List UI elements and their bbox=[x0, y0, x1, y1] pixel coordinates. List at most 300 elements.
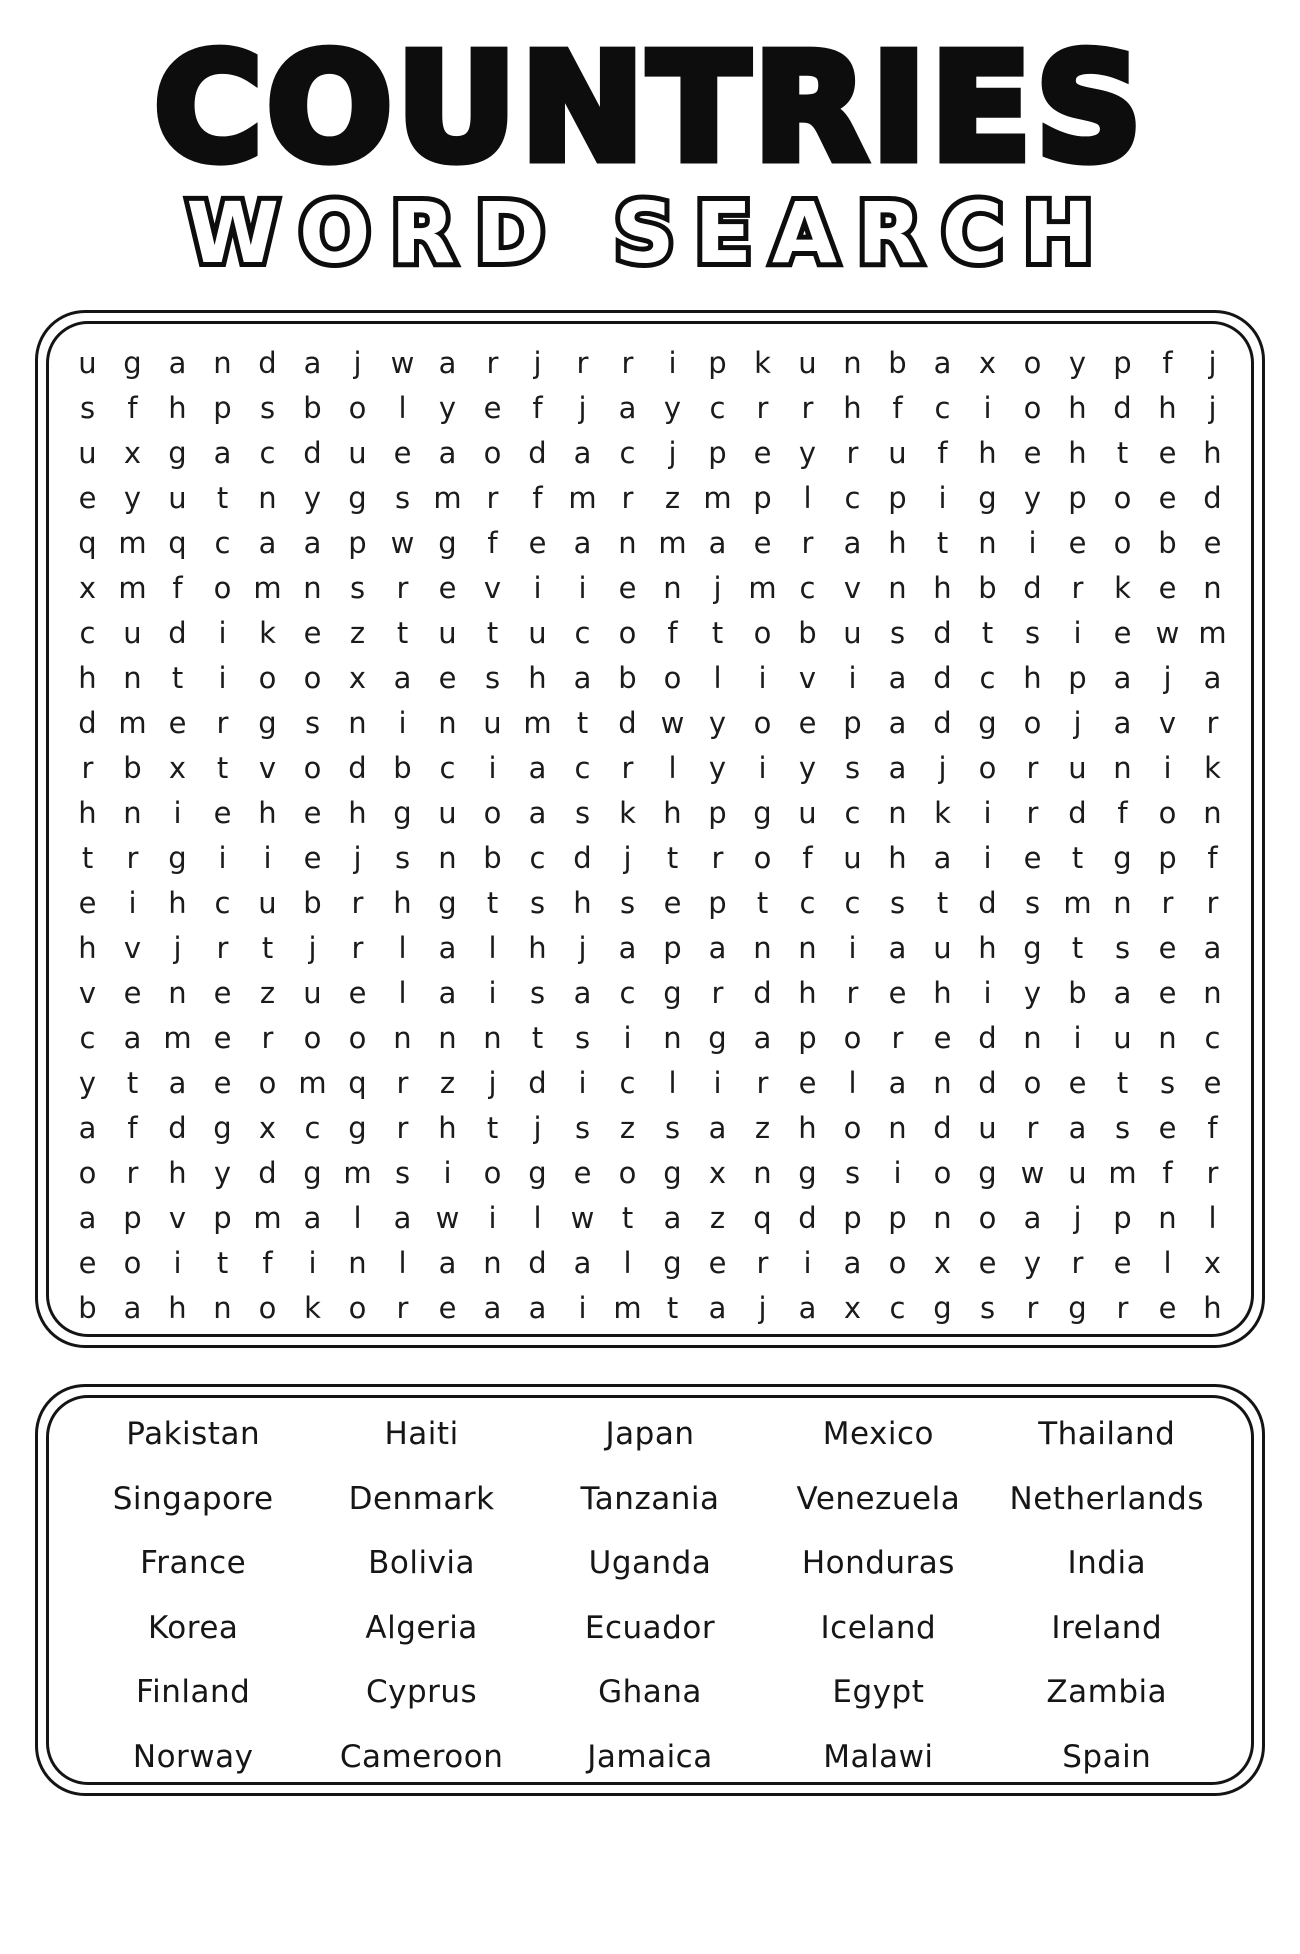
grid-letter: a bbox=[663, 1201, 682, 1235]
grid-letter: o bbox=[1023, 1066, 1042, 1100]
word-list-item: Algeria bbox=[365, 1609, 478, 1646]
grid-letter: y bbox=[1023, 1246, 1042, 1280]
grid-letter: a bbox=[798, 1291, 817, 1325]
word-list-item: India bbox=[1067, 1545, 1147, 1582]
grid-letter: x bbox=[78, 571, 97, 605]
grid-letter: u bbox=[843, 841, 862, 875]
grid-letter: w bbox=[390, 346, 415, 380]
grid-letter: u bbox=[798, 346, 817, 380]
grid-letter: a bbox=[573, 661, 592, 695]
grid-letter: j bbox=[623, 841, 632, 875]
grid-letter: i bbox=[218, 661, 227, 695]
grid-letter: o bbox=[303, 661, 322, 695]
grid-letter: f bbox=[937, 436, 948, 470]
grid-letter: y bbox=[438, 391, 457, 425]
grid-letter: t bbox=[486, 1111, 499, 1145]
grid-letter: v bbox=[1158, 706, 1177, 740]
grid-letter: h bbox=[393, 886, 412, 920]
grid-letter: s bbox=[889, 616, 906, 650]
grid-letter: a bbox=[843, 1246, 862, 1280]
grid-letter: e bbox=[1068, 526, 1087, 560]
grid-letter: h bbox=[1023, 661, 1042, 695]
grid-letter: n bbox=[1203, 976, 1222, 1010]
grid-letter: g bbox=[303, 1156, 322, 1190]
grid-letter: f bbox=[1162, 1156, 1173, 1190]
grid-letter: o bbox=[888, 1246, 907, 1280]
grid-letter: d bbox=[753, 976, 772, 1010]
grid-letter: k bbox=[259, 616, 276, 650]
grid-letter: a bbox=[843, 526, 862, 560]
grid-letter: h bbox=[528, 661, 547, 695]
grid-letter: b bbox=[618, 661, 637, 695]
grid-letter: d bbox=[528, 436, 547, 470]
grid-letter: v bbox=[78, 976, 97, 1010]
grid-letter: r bbox=[396, 571, 409, 605]
grid-letter: e bbox=[798, 1066, 817, 1100]
word-list-item: Tanzania bbox=[580, 1480, 720, 1517]
grid-letter: k bbox=[1204, 751, 1221, 785]
grid-letter: a bbox=[123, 1021, 142, 1055]
grid-letter: r bbox=[711, 976, 724, 1010]
grid-letter: h bbox=[888, 841, 907, 875]
grid-letter: a bbox=[888, 661, 907, 695]
grid-letter: t bbox=[531, 1021, 544, 1055]
grid-letter: u bbox=[123, 616, 142, 650]
grid-letter: i bbox=[803, 1246, 812, 1280]
grid-letter: h bbox=[933, 976, 952, 1010]
grid-letter: d bbox=[933, 661, 952, 695]
grid-letter: h bbox=[168, 886, 187, 920]
grid-letter: d bbox=[933, 1111, 952, 1145]
grid-letter: u bbox=[843, 616, 862, 650]
grid-letter: b bbox=[303, 886, 322, 920]
grid-letter: s bbox=[394, 481, 411, 515]
grid-letter: i bbox=[128, 886, 137, 920]
grid-letter: o bbox=[753, 616, 772, 650]
word-list-item: Ghana bbox=[598, 1674, 702, 1711]
word-list bbox=[49, 1398, 1251, 1782]
word-list-item: Cameroon bbox=[339, 1738, 504, 1775]
grid-letter: h bbox=[348, 796, 367, 830]
grid-letter: j bbox=[1208, 346, 1217, 380]
grid-letter: m bbox=[613, 1291, 642, 1325]
grid-letter: i bbox=[488, 751, 497, 785]
grid-letter: s bbox=[619, 886, 636, 920]
grid-letter: n bbox=[888, 1111, 907, 1145]
grid-letter: g bbox=[753, 796, 772, 830]
grid-letter: u bbox=[438, 616, 457, 650]
grid-letter: o bbox=[303, 1021, 322, 1055]
grid-letter: e bbox=[1158, 976, 1177, 1010]
grid-letter: n bbox=[798, 931, 817, 965]
grid-letter: o bbox=[348, 1021, 367, 1055]
grid-letter: r bbox=[1206, 886, 1219, 920]
grid-letter: e bbox=[708, 1246, 727, 1280]
puzzle-grid-frame-inner bbox=[46, 321, 1254, 1337]
grid-letter: e bbox=[78, 886, 97, 920]
grid-letter: y bbox=[1023, 481, 1042, 515]
word-list-item: Mexico bbox=[822, 1416, 935, 1453]
grid-letter: c bbox=[844, 481, 861, 515]
grid-letter: o bbox=[258, 1066, 277, 1100]
grid-letter: f bbox=[1162, 346, 1173, 380]
grid-letter: s bbox=[889, 886, 906, 920]
grid-letter: e bbox=[753, 436, 772, 470]
grid-letter: h bbox=[978, 931, 997, 965]
grid-letter: s bbox=[664, 1111, 681, 1145]
grid-letter: r bbox=[756, 1066, 769, 1100]
grid-letter: j bbox=[308, 931, 317, 965]
grid-letter: t bbox=[216, 751, 229, 785]
grid-letter: m bbox=[298, 1066, 327, 1100]
grid-letter: u bbox=[258, 886, 277, 920]
grid-letter: k bbox=[754, 346, 771, 380]
grid-letter: p bbox=[708, 796, 727, 830]
grid-letter: a bbox=[618, 931, 637, 965]
grid-letter: e bbox=[978, 1246, 997, 1280]
grid-letter: r bbox=[1026, 1111, 1039, 1145]
word-list-item: Cyprus bbox=[365, 1674, 478, 1711]
grid-letter: b bbox=[1068, 976, 1087, 1010]
grid-letter: a bbox=[573, 436, 592, 470]
grid-letter: p bbox=[1158, 841, 1177, 875]
grid-letter: a bbox=[258, 526, 277, 560]
grid-letter: e bbox=[213, 976, 232, 1010]
grid-letter: s bbox=[1024, 886, 1041, 920]
grid-letter: s bbox=[349, 571, 366, 605]
grid-letter: d bbox=[528, 1066, 547, 1100]
word-list-item: Ecuador bbox=[584, 1609, 716, 1646]
grid-letter: h bbox=[258, 796, 277, 830]
grid-letter: t bbox=[261, 931, 274, 965]
grid-letter: z bbox=[259, 976, 276, 1010]
grid-letter: x bbox=[168, 751, 187, 785]
grid-letter: e bbox=[438, 571, 457, 605]
grid-letter: d bbox=[1203, 481, 1222, 515]
grid-letter: s bbox=[574, 1111, 591, 1145]
grid-letter: d bbox=[258, 346, 277, 380]
grid-letter: e bbox=[213, 1021, 232, 1055]
grid-letter: f bbox=[667, 616, 678, 650]
grid-letter: o bbox=[753, 706, 772, 740]
grid-letter: a bbox=[573, 976, 592, 1010]
word-list-item: Zambia bbox=[1046, 1674, 1168, 1711]
grid-letter: a bbox=[708, 526, 727, 560]
grid-letter: r bbox=[1026, 751, 1039, 785]
grid-letter: g bbox=[348, 1111, 367, 1145]
grid-letter: r bbox=[1026, 1291, 1039, 1325]
grid-letter: v bbox=[168, 1201, 187, 1235]
grid-letter: j bbox=[758, 1291, 767, 1325]
grid-letter: f bbox=[1207, 1111, 1218, 1145]
grid-letter: r bbox=[621, 481, 634, 515]
grid-letter: a bbox=[303, 346, 322, 380]
grid-letter: t bbox=[1116, 1066, 1129, 1100]
word-list-item: Pakistan bbox=[126, 1416, 261, 1453]
grid-letter: c bbox=[844, 796, 861, 830]
grid-letter: f bbox=[262, 1246, 273, 1280]
grid-letter: t bbox=[486, 886, 499, 920]
grid-letter: n bbox=[483, 1246, 502, 1280]
word-list-item: Bolivia bbox=[368, 1545, 476, 1582]
grid-letter: x bbox=[258, 1111, 277, 1145]
grid-letter: g bbox=[708, 1021, 727, 1055]
grid-letter: g bbox=[528, 1156, 547, 1190]
grid-letter: o bbox=[663, 661, 682, 695]
grid-letter: m bbox=[118, 571, 147, 605]
grid-letter: f bbox=[127, 391, 138, 425]
grid-letter: d bbox=[528, 1246, 547, 1280]
grid-letter: c bbox=[889, 1291, 906, 1325]
grid-letter: o bbox=[258, 661, 277, 695]
grid-letter: d bbox=[258, 1156, 277, 1190]
grid-letter: s bbox=[844, 751, 861, 785]
grid-letter: h bbox=[933, 571, 952, 605]
grid-letter: n bbox=[888, 796, 907, 830]
grid-letter: i bbox=[443, 1156, 452, 1190]
grid-letter: d bbox=[573, 841, 592, 875]
grid-letter: y bbox=[123, 481, 142, 515]
grid-letter: c bbox=[619, 436, 636, 470]
grid-letter: u bbox=[933, 931, 952, 965]
grid-letter: r bbox=[216, 706, 229, 740]
grid-letter: h bbox=[1203, 1291, 1222, 1325]
grid-letter: t bbox=[396, 616, 409, 650]
grid-letter: d bbox=[168, 1111, 187, 1145]
grid-letter: e bbox=[438, 661, 457, 695]
grid-letter: p bbox=[708, 346, 727, 380]
grid-letter: o bbox=[1023, 706, 1042, 740]
grid-letter: f bbox=[1207, 841, 1218, 875]
grid-letter: e bbox=[1158, 1111, 1177, 1145]
grid-letter: e bbox=[1158, 481, 1177, 515]
word-list-item: Netherlands bbox=[1009, 1480, 1205, 1517]
grid-letter: d bbox=[1068, 796, 1087, 830]
grid-letter: p bbox=[213, 391, 232, 425]
grid-letter: j bbox=[668, 436, 677, 470]
grid-letter: z bbox=[754, 1111, 771, 1145]
grid-letter: r bbox=[1071, 1246, 1084, 1280]
grid-letter: n bbox=[1023, 1021, 1042, 1055]
word-list-item: Thailand bbox=[1038, 1416, 1176, 1453]
grid-letter: y bbox=[708, 706, 727, 740]
grid-letter: d bbox=[1023, 571, 1042, 605]
grid-letter: s bbox=[1114, 931, 1131, 965]
grid-letter: y bbox=[303, 481, 322, 515]
grid-letter: i bbox=[533, 571, 542, 605]
grid-letter: n bbox=[663, 571, 682, 605]
grid-letter: r bbox=[396, 1111, 409, 1145]
grid-letter: l bbox=[533, 1201, 542, 1235]
grid-letter: t bbox=[936, 886, 949, 920]
word-list-item: Malawi bbox=[823, 1738, 934, 1775]
grid-letter: c bbox=[259, 436, 276, 470]
grid-letter: h bbox=[78, 796, 97, 830]
grid-letter: r bbox=[81, 751, 94, 785]
word-list-item: France bbox=[140, 1545, 247, 1582]
grid-letter: x bbox=[933, 1246, 952, 1280]
grid-letter: m bbox=[1063, 886, 1092, 920]
grid-letter: g bbox=[123, 346, 142, 380]
grid-letter: h bbox=[1068, 391, 1087, 425]
grid-letter: a bbox=[483, 1291, 502, 1325]
word-list-item: Ireland bbox=[1051, 1609, 1163, 1646]
grid-letter: j bbox=[353, 841, 362, 875]
grid-letter: u bbox=[798, 796, 817, 830]
grid-letter: e bbox=[573, 1156, 592, 1190]
grid-letter: s bbox=[529, 886, 546, 920]
grid-letter: j bbox=[173, 931, 182, 965]
grid-letter: j bbox=[713, 571, 722, 605]
grid-letter: c bbox=[304, 1111, 321, 1145]
grid-letter: g bbox=[258, 706, 277, 740]
grid-letter: r bbox=[1071, 571, 1084, 605]
grid-letter: a bbox=[573, 1246, 592, 1280]
grid-letter: i bbox=[713, 1066, 722, 1100]
grid-letter: c bbox=[619, 976, 636, 1010]
grid-letter: h bbox=[528, 931, 547, 965]
page-subtitle: WORD SEARCH WORD SEARCH bbox=[186, 184, 1113, 282]
grid-letter: a bbox=[438, 931, 457, 965]
grid-letter: b bbox=[303, 391, 322, 425]
grid-letter: t bbox=[126, 1066, 139, 1100]
grid-letter: e bbox=[1023, 436, 1042, 470]
grid-letter: a bbox=[888, 931, 907, 965]
title-block bbox=[0, 22, 1300, 282]
grid-letter: t bbox=[576, 706, 589, 740]
grid-letter: r bbox=[486, 481, 499, 515]
word-list-item: Uganda bbox=[588, 1545, 712, 1582]
grid-letter: a bbox=[888, 1066, 907, 1100]
grid-letter: a bbox=[528, 751, 547, 785]
grid-letter: s bbox=[79, 391, 96, 425]
grid-letter: h bbox=[1068, 436, 1087, 470]
grid-letter: i bbox=[218, 616, 227, 650]
grid-letter: d bbox=[618, 706, 637, 740]
grid-letter: q bbox=[348, 1066, 367, 1100]
grid-letter: o bbox=[123, 1246, 142, 1280]
grid-letter: o bbox=[933, 1156, 952, 1190]
grid-letter: g bbox=[933, 1291, 952, 1325]
grid-letter: a bbox=[438, 436, 457, 470]
grid-letter: n bbox=[1158, 1021, 1177, 1055]
grid-letter: a bbox=[1113, 661, 1132, 695]
grid-letter: f bbox=[1117, 796, 1128, 830]
grid-letter: l bbox=[1208, 1201, 1217, 1235]
grid-letter: a bbox=[303, 1201, 322, 1235]
grid-letter: g bbox=[663, 1246, 682, 1280]
grid-letter: u bbox=[78, 346, 97, 380]
grid-letter: h bbox=[78, 931, 97, 965]
grid-letter: e bbox=[393, 436, 412, 470]
grid-letter: c bbox=[799, 886, 816, 920]
grid-letter: e bbox=[1113, 1246, 1132, 1280]
grid-letter: r bbox=[711, 841, 724, 875]
grid-letter: a bbox=[303, 526, 322, 560]
grid-letter: c bbox=[934, 391, 951, 425]
grid-letter: z bbox=[664, 481, 681, 515]
grid-letter: l bbox=[398, 391, 407, 425]
grid-letter: h bbox=[663, 796, 682, 830]
grid-letter: y bbox=[663, 391, 682, 425]
grid-letter: i bbox=[983, 391, 992, 425]
grid-letter: u bbox=[978, 1111, 997, 1145]
grid-letter: i bbox=[578, 1066, 587, 1100]
grid-letter: n bbox=[303, 571, 322, 605]
grid-letter: a bbox=[123, 1291, 142, 1325]
grid-letter: o bbox=[843, 1111, 862, 1145]
grid-letter: a bbox=[933, 346, 952, 380]
grid-letter: m bbox=[253, 1201, 282, 1235]
grid-letter: l bbox=[398, 931, 407, 965]
grid-letter: b bbox=[978, 571, 997, 605]
grid-letter: t bbox=[666, 841, 679, 875]
grid-letter: g bbox=[168, 841, 187, 875]
grid-letter: a bbox=[708, 931, 727, 965]
grid-letter: c bbox=[1204, 1021, 1221, 1055]
grid-letter: g bbox=[348, 481, 367, 515]
grid-letter: f bbox=[892, 391, 903, 425]
grid-letter: u bbox=[348, 436, 367, 470]
grid-letter: j bbox=[1073, 1201, 1082, 1235]
grid-letter: e bbox=[1203, 1066, 1222, 1100]
grid-letter: f bbox=[532, 481, 543, 515]
grid-letter: o bbox=[843, 1021, 862, 1055]
grid-letter: n bbox=[348, 706, 367, 740]
word-list-item: Norway bbox=[132, 1738, 254, 1775]
grid-letter: a bbox=[438, 346, 457, 380]
grid-letter: e bbox=[438, 1291, 457, 1325]
grid-letter: j bbox=[533, 1111, 542, 1145]
grid-letter: t bbox=[981, 616, 994, 650]
grid-letter: s bbox=[484, 661, 501, 695]
grid-letter: e bbox=[933, 1021, 952, 1055]
grid-letter: b bbox=[888, 346, 907, 380]
grid-letter: a bbox=[528, 1291, 547, 1325]
grid-letter: m bbox=[658, 526, 687, 560]
grid-letter: c bbox=[439, 751, 456, 785]
grid-letter: s bbox=[844, 1156, 861, 1190]
grid-letter: o bbox=[618, 616, 637, 650]
grid-letter: h bbox=[843, 391, 862, 425]
grid-letter: r bbox=[216, 931, 229, 965]
grid-letter: i bbox=[983, 976, 992, 1010]
grid-letter: s bbox=[394, 841, 411, 875]
grid-letter: h bbox=[798, 976, 817, 1010]
grid-letter: n bbox=[348, 1246, 367, 1280]
grid-letter: s bbox=[529, 976, 546, 1010]
grid-letter: h bbox=[78, 661, 97, 695]
grid-letter: e bbox=[78, 481, 97, 515]
grid-letter: r bbox=[351, 886, 364, 920]
grid-letter: e bbox=[1158, 436, 1177, 470]
grid-letter: x bbox=[843, 1291, 862, 1325]
grid-letter: l bbox=[488, 931, 497, 965]
grid-letter: r bbox=[126, 841, 139, 875]
grid-letter: t bbox=[711, 616, 724, 650]
grid-letter: n bbox=[1203, 796, 1222, 830]
grid-letter: l bbox=[398, 976, 407, 1010]
grid-letter: s bbox=[574, 1021, 591, 1055]
grid-letter: v bbox=[798, 661, 817, 695]
grid-letter: r bbox=[126, 1156, 139, 1190]
grid-letter: o bbox=[1113, 526, 1132, 560]
grid-letter: y bbox=[213, 1156, 232, 1190]
grid-letter: r bbox=[261, 1021, 274, 1055]
grid-letter: t bbox=[621, 1201, 634, 1235]
grid-letter: j bbox=[533, 346, 542, 380]
grid-letter: e bbox=[303, 616, 322, 650]
